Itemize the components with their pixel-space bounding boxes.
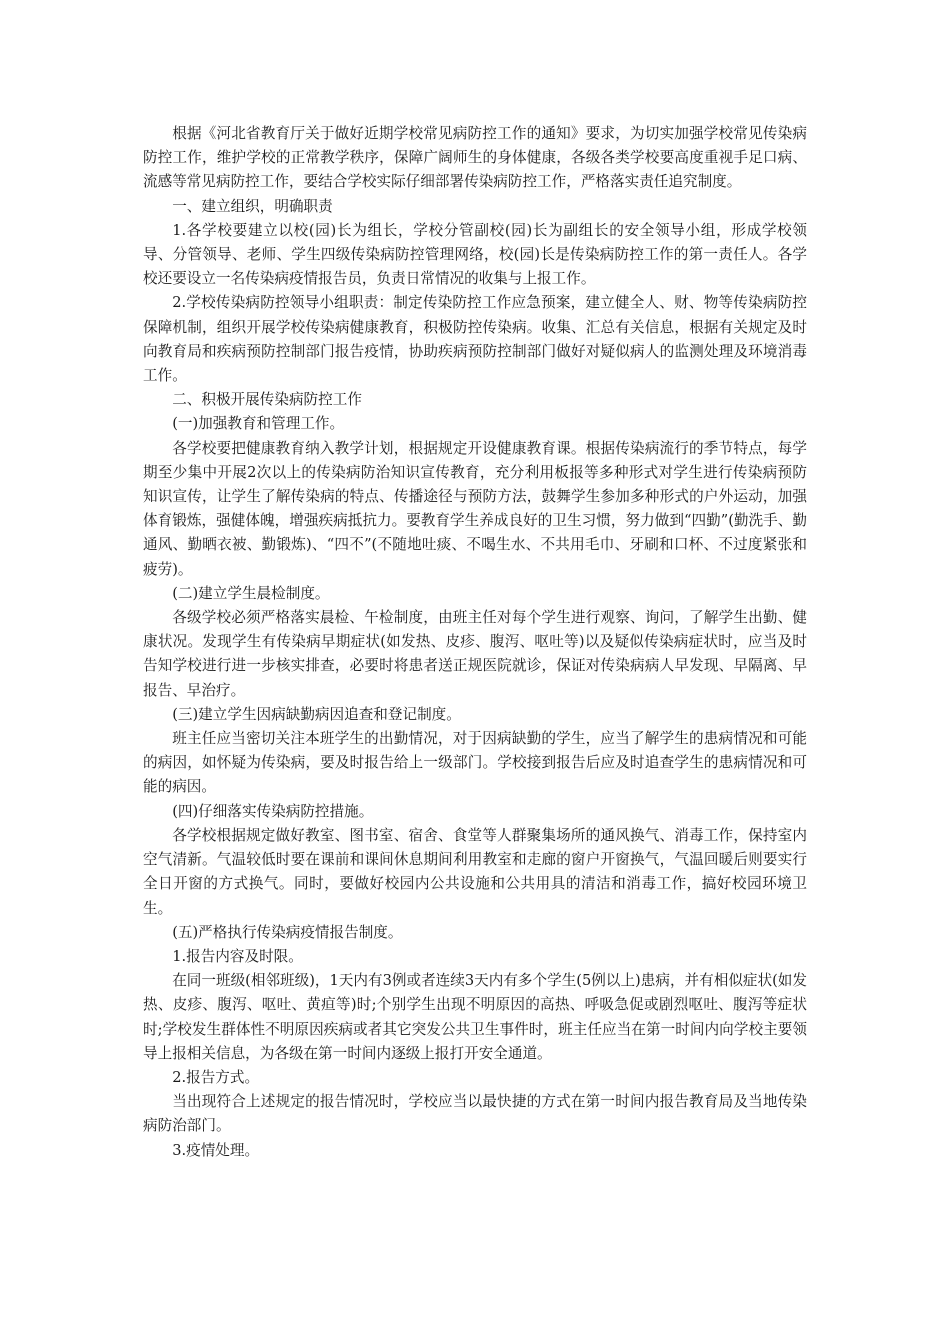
subheading-absence-tracking: (三)建立学生因病缺勤病因追查和登记制度。 (172, 705, 461, 723)
paragraph-report-content: 在同一班级(相邻班级)，1天内有3例或者连续3天内有多个学生(5例以上)患病，并有相似症状(如发热、皮疹、腹泻、呕吐、黄疸等)时;个别学生出现不明原因的高热、呼吸急促或剧烈呕吐、腹泻等症状时;学校发生群体性不明原因疾病或者其它突发公共卫生事件时，班主任应当在第一时间内向学校主要领导上报相关信息，为各级在第一时间内逐级上报打开安全通道。 (143, 972, 807, 1062)
paragraph-team-duties: 2.学校传染病防控领导小组职责：制定传染防控工作应急预案，建立健全人、财、物等传染病防控保障机制，组织开展学校传染病健康教育，积极防控传染病。收集、汇总有关信息，根据有关规定及时向教育局和疾病预防控制部门报告疫情，协助疾病预防控制部门做好对疑似病人的监测处理及环境消毒工作。 (143, 294, 807, 385)
intro-paragraph: 根据《河北省教育厅关于做好近期学校常见病防控工作的通知》要求，为切实加强学校常见传染病防控工作，维护学校的正常教学秩序，保障广阔师生的身体健康，各级各类学校要高度重视手足口病、流感等常见病防控工作，要结合学校实际仔细部署传染病防控工作，严格落实责任追究制度。 (143, 125, 807, 191)
document-body (143, 122, 807, 1163)
paragraph-organization: 1.各学校要建立以校(园)长为组长，学校分管副校(园)长为副组长的安全领导小组，形成学校领导、分管领导、老师、学生四级传染病防控管理网络，校(园)长是传染病防控工作的第一责任人。各学校还要设立一名传染病疫情报告员，负责日常情况的收集与上报工作。 (143, 221, 807, 288)
section-heading-1: 一、建立组织，明确职责 (172, 197, 333, 215)
paragraph-report-method: 当出现符合上述规定的报告情况时，学校应当以最快捷的方式在第一时间内报告教育局及当地传染病防治部门。 (143, 1093, 807, 1135)
paragraph-education: 各学校要把健康教育纳入教学计划，根据规定开设健康教育课。根据传染病流行的季节特点，每学期至少集中开展2次以上的传染病防治知识宣传教育，充分利用板报等多种形式对学生进行传染病预防知识宣传，让学生了解传染病的特点、传播途径与预防方法，鼓舞学生参加多种形式的户外运动，加强体育锻炼，强健体魄，增强疾病抵抗力。要教育学生养成良好的卫生习惯，努力做到“四勤”(勤洗手、勤通风、勤晒衣被、勤锻炼)、“四不”(不随地吐痰、不喝生水、不共用毛巾、牙刷和口杯、不过度紧张和疲劳)。 (143, 439, 807, 578)
subheading-report-content: 1.报告内容及时限。 (172, 947, 303, 965)
subheading-report-method: 2.报告方式。 (172, 1068, 260, 1086)
subheading-outbreak-handling: 3.疫情处理。 (172, 1141, 260, 1159)
paragraph-absence-tracking: 班主任应当密切关注本班学生的出勤情况，对于因病缺勤的学生，应当了解学生的患病情况和可能的病因，如怀疑为传染病，要及时报告给上一级部门。学校接到报告后应及时追查学生的患病情况和可能的病因。 (143, 730, 807, 796)
section-heading-2: 二、积极开展传染病防控工作 (172, 391, 362, 409)
subheading-morning-check: (二)建立学生晨检制度。 (172, 584, 330, 602)
subheading-reporting-system: (五)严格执行传染病疫情报告制度。 (172, 923, 403, 941)
subheading-prevention-measures: (四)仔细落实传染病防控措施。 (172, 802, 374, 820)
paragraph-prevention-measures: 各学校根据规定做好教室、图书室、宿舍、食堂等人群聚集场所的通风换气、消毒工作，保持室内空气清新。气温较低时要在课前和课间休息期间利用教室和走廊的窗户开窗换气，气温回暖后则要实行全日开窗的方式换气。同时，要做好校园内公共设施和公共用具的清洁和消毒工作，搞好校园环境卫生。 (143, 826, 807, 917)
paragraph-morning-check: 各级学校必须严格落实晨检、午检制度，由班主任对每个学生进行观察、询问，了解学生出勤、健康状况。发现学生有传染病早期症状(如发热、皮疹、腹泻、呕吐等)以及疑似传染病症状时，应当及时告知学校进行进一步核实排查，必要时将患者送正规医院就诊，保证对传染病病人早发现、早隔离、早报告、早治疗。 (143, 609, 807, 699)
subheading-education: (一)加强教育和管理工作。 (172, 415, 345, 433)
